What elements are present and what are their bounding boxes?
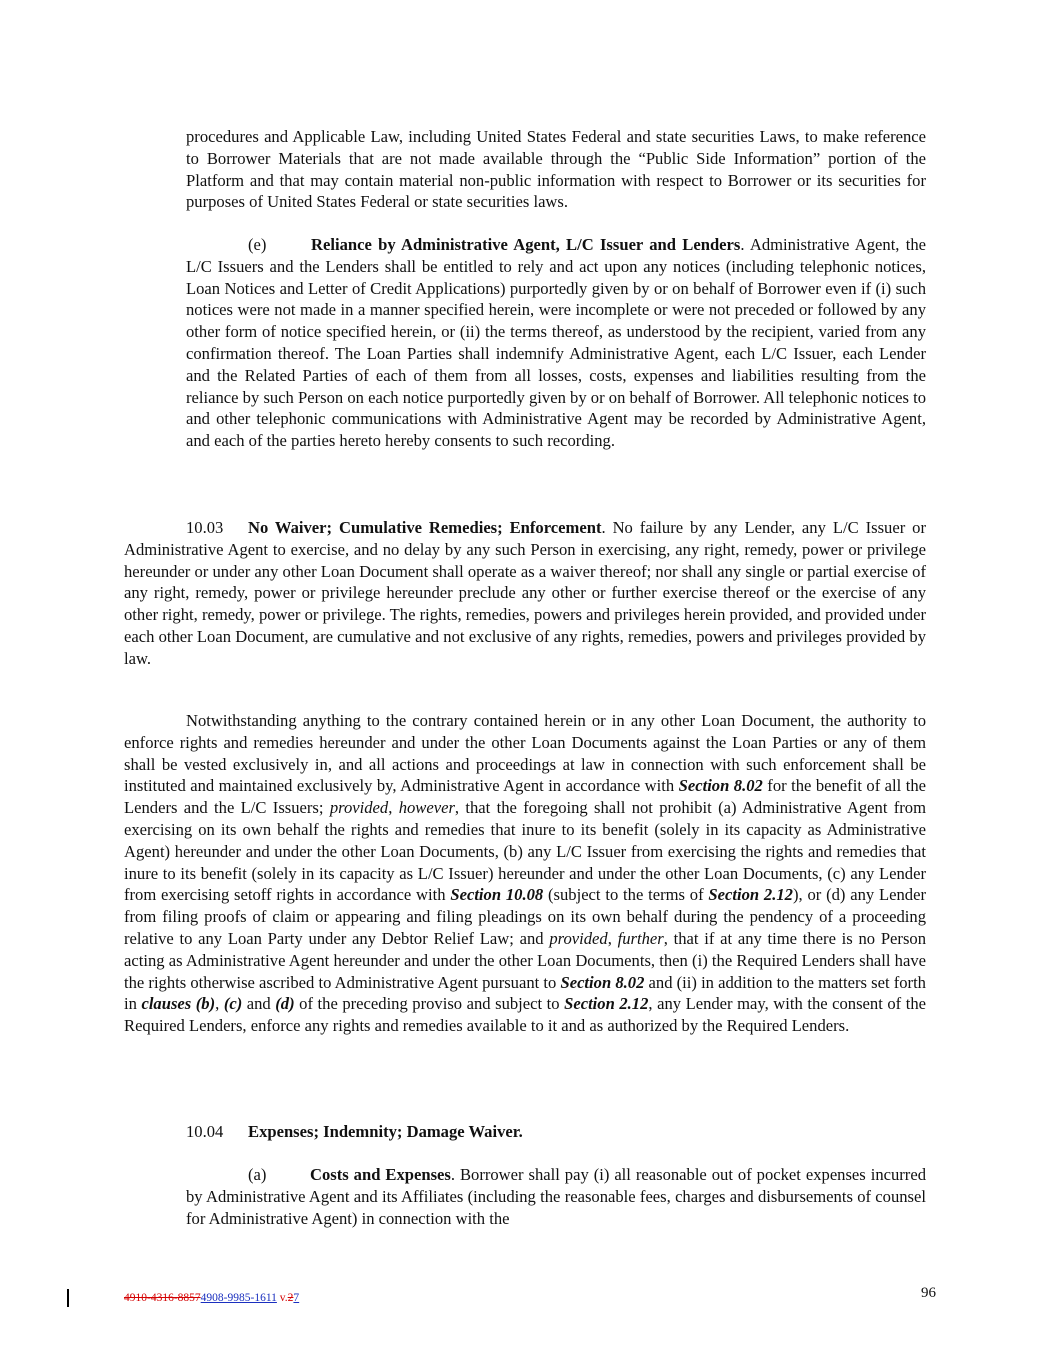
nw-comma-3: , bbox=[215, 994, 224, 1014]
nw-provided-1: provided bbox=[329, 798, 389, 818]
page-number: 96 bbox=[921, 1285, 936, 1301]
nw-text-8: of the preceding proviso and subject to bbox=[294, 994, 565, 1014]
nw-provided-2: provided bbox=[549, 928, 608, 948]
section-text-10-03: . No failure by any Lender, any L/C Issuer or Administrative Agent to exercise, and no delay by any such Person in exercising, any right, remedy, power or privilege hereunder or under any other Loan Document shall operate as a waiver thereof; nor shall any single or partial exercise of any right, remedy, power or privilege hereunder preclude any other or further exercise thereof or the exercise of any other right, remedy, power or privilege. The rights, remedies, powers and privileges herein provided, and provided under each other Loan Document, are cumulative and not exclusive of any rights, remedies, powers and privileges provided by law. bbox=[124, 518, 926, 668]
nw-further: further bbox=[617, 928, 664, 948]
section-heading-10-04: Expenses; Indemnity; Damage Waiver. bbox=[248, 1122, 523, 1141]
nw-and: and bbox=[242, 994, 276, 1014]
old-version: 2 bbox=[287, 1292, 294, 1304]
paragraph-a-costs bbox=[186, 1164, 926, 1229]
inserted-doc-id: 4908-9985-1611 bbox=[200, 1292, 277, 1304]
clause-ref-d: (d) bbox=[275, 994, 295, 1014]
section-ref-2-12: Section 2.12 bbox=[708, 885, 793, 905]
section-10-04 bbox=[124, 1121, 926, 1143]
section-ref-8-02-second: Section 8.02 bbox=[560, 972, 645, 992]
nw-text-6: , that if at any time there is no Person acting as Administrative Agent hereunder and under the other Loan Documents, then (i) the Required Lenders shall have the rights otherwise ascribed to Administrative Agent pursuant to bbox=[124, 928, 926, 992]
clause-label-e: (e) bbox=[248, 235, 267, 254]
paragraph-platform-continuation: procedures and Applicable Law, including United States Federal and state securities Laws, to make reference to Borrower Materials that are not made available through the “Public Side Information” portion of the Platform and that may contain material non-public information with respect to Borrower or its securities for purposes of United States Federal or state securities laws. bbox=[186, 127, 926, 212]
nw-text-9: , any Lender may, with the consent of the Required Lenders, enforce any rights and remedies available to it and as authorized by the Required Lenders. bbox=[124, 994, 926, 1036]
section-number-10-03: 10.03 bbox=[186, 518, 224, 537]
paragraph-e-reliance bbox=[186, 234, 926, 452]
clause-heading-a: Costs and Expenses bbox=[310, 1165, 451, 1184]
nw-however: however bbox=[398, 798, 455, 818]
clause-ref-b: clauses (b) bbox=[141, 994, 216, 1014]
section-number-10-04: 10.04 bbox=[186, 1122, 224, 1141]
nw-text-5: ), or (d) any Lender from filing proofs of claim or appearing and filing pleadings on its own behalf during the pendency of a proceeding relative to any Loan Party under any Debtor Relief Law; and bbox=[124, 885, 926, 948]
section-ref-8-02: Section 8.02 bbox=[678, 776, 763, 796]
clause-ref-c: (c) bbox=[223, 994, 243, 1014]
clause-text-e: . Administrative Agent, the L/C Issuers and the Lenders shall be entitled to rely and act upon any notices (including telephonic notices, Loan Notices and Letter of Credit Applications) purportedly given by or on behalf of Borrower even if (i) such notices were not made in a manner specified herein, were incomplete or were not preceded or followed by any other form of notice specified herein, or (ii) the terms thereof, as understood by the recipient, varied from any confirmation thereof. The Loan Parties shall indemnify Administrative Agent, each L/C Issuer, each Lender and the Related Parties of each of them from all losses, costs, expenses and liabilities resulting from the reliance by such Person on each notice purportedly given by or on behalf of Borrower. All telephonic notices to and other telephonic communications with Administrative Agent may be recorded by Administrative Agent, and each of the parties hereto hereby consents to such recording. bbox=[186, 235, 926, 451]
new-version: 7 bbox=[293, 1292, 300, 1304]
version-prefix: v. bbox=[276, 1292, 288, 1304]
nw-text-7: and (ii) in addition to the matters set forth in bbox=[124, 972, 926, 1014]
change-bar bbox=[67, 1289, 69, 1307]
nw-text-2: for the benefit of all the Lenders and the L/C Issuers; bbox=[124, 776, 927, 818]
document-id bbox=[124, 1292, 299, 1304]
section-10-03 bbox=[124, 517, 926, 670]
section-heading-10-03: No Waiver; Cumulative Remedies; Enforcement bbox=[248, 518, 602, 537]
deleted-doc-id: 4910-4316-8857 bbox=[124, 1292, 201, 1304]
clause-heading-e: Reliance by Administrative Agent, L/C Issuer and Lenders bbox=[311, 235, 741, 254]
nw-comma-2: , bbox=[607, 928, 618, 948]
clause-text-a: . Borrower shall pay (i) all reasonable out of pocket expenses incurred by Administrative Agent and its Affiliates (including the reasonable fees, charges and disbursements of counsel for Administrative Agent) in connection with the bbox=[186, 1165, 926, 1228]
section-ref-2-12-second: Section 2.12 bbox=[564, 994, 649, 1014]
nw-text-4: (subject to the terms of bbox=[543, 885, 709, 905]
nw-comma-1: , bbox=[388, 798, 399, 818]
paragraph-notwithstanding bbox=[124, 710, 926, 1037]
section-ref-10-08: Section 10.08 bbox=[450, 885, 544, 905]
clause-label-a: (a) bbox=[248, 1165, 267, 1184]
nw-text-3: , that the foregoing shall not prohibit (a) Administrative Agent from exercising on its own behalf the rights and remedies that inure to its benefit (solely in its capacity as Administrative Agent) hereunder and under the other Loan Documents, (b) any L/C Issuer from exercising the rights and remedies that inure to its benefit (solely in its capacity as L/C Issuer) hereunder and under the other Loan Documents, (c) any Lender from exercising setoff rights in accordance with bbox=[124, 798, 927, 905]
nw-text-1: Notwithstanding anything to the contrary contained herein or in any other Loan Document, the authority to enforce rights and remedies hereunder and under the other Loan Documents against the Loan Parties or any of them shall be vested exclusively in, and all actions and proceedings at law in connection with such enforcement shall be instituted and maintained exclusively by, Administrative Agent in accordance with bbox=[124, 711, 926, 796]
